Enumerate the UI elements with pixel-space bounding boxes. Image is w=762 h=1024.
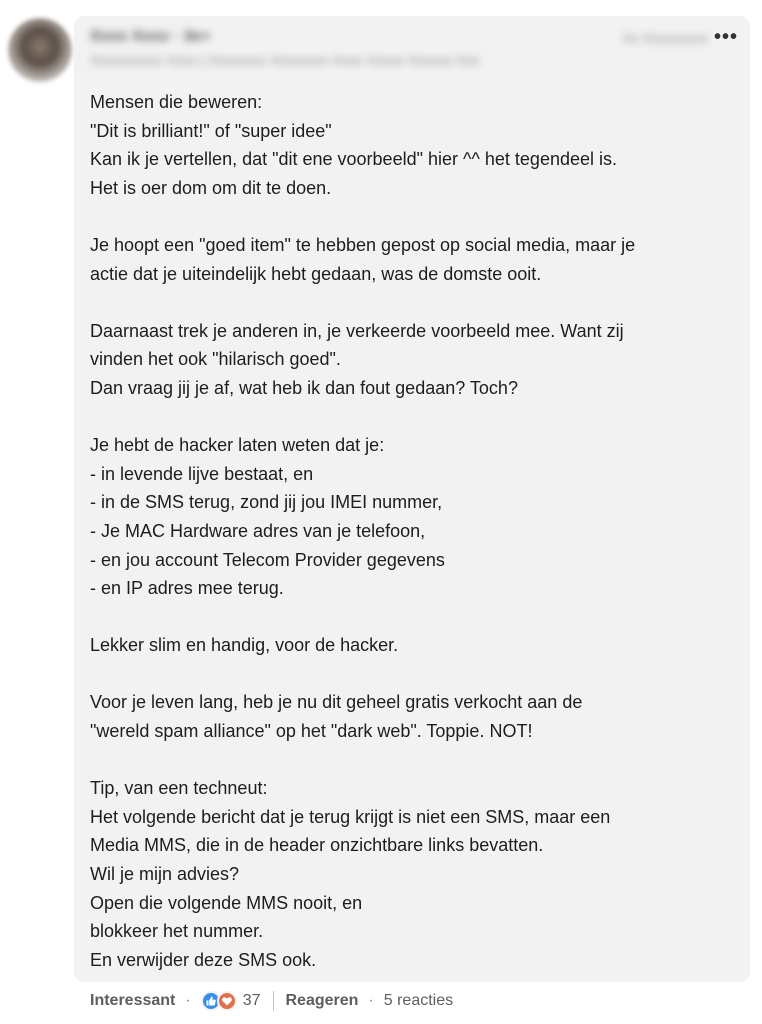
reply-button[interactable]: Reageren: [285, 992, 359, 1009]
comment-text-line: Daarnaast trek je anderen in, je verkeerde voorbeeld mee. Want zij: [90, 320, 624, 341]
comment-text-line: [90, 202, 738, 231]
comment-text-line: Voor je leven lang, heb je nu dit geheel gratis verkocht aan de: [90, 692, 583, 713]
comment-footer: [90, 988, 453, 1014]
comment-header: [90, 28, 479, 68]
comment-text-line: vinden het ook "hilarisch goed".: [90, 349, 341, 370]
more-options-icon[interactable]: •••: [713, 26, 738, 48]
comment-text-line: Lekker slim en handig, voor de hacker.: [90, 635, 399, 656]
footer-divider: [273, 991, 274, 1011]
comment-text-line: [90, 603, 738, 632]
comment-text-line: [90, 288, 738, 317]
comment-text-line: En verwijder deze SMS ook.: [90, 949, 317, 970]
comment-text-line: Open die volgende MMS nooit, en: [90, 892, 363, 913]
comment-text-line: - Je MAC Hardware adres van je telefoon,: [90, 520, 426, 541]
comment-bubble: [74, 16, 750, 982]
comment-text-line: - en jou account Telecom Provider gegevens: [90, 549, 445, 570]
comment-text-line: Dan vraag jij je af, wat heb ik dan fout gedaan? Toch?: [90, 377, 518, 398]
author-name[interactable]: Xxxx Xxxx · 3e+: [90, 28, 211, 45]
replies-count[interactable]: 5 reacties: [383, 992, 454, 1009]
heart-icon: [217, 991, 237, 1011]
separator-dot: ·: [185, 992, 191, 1009]
comment-text-line: [90, 746, 738, 775]
comment-text-line: [90, 403, 738, 432]
comment-body: [90, 88, 738, 974]
author-subtitle: Xxxxxxxxxx Xxxx | Xxxxxxxx Xxxxxxxx Xxxx Xxxxx Xxxxxx Xxx: [90, 52, 480, 68]
comment-text-line: Mensen die beweren:: [90, 92, 263, 112]
comment-text-line: "wereld spam alliance" op het "dark web". Toppie. NOT!: [90, 721, 533, 742]
comment-text-line: - in levende lijve bestaat, en: [90, 463, 314, 484]
comment-timestamp: Xx Xxxxxxxxx: [622, 30, 708, 46]
separator-dot: ·: [368, 992, 374, 1009]
comment-text-line: "Dit is brilliant!" of "super idee": [90, 120, 332, 141]
avatar[interactable]: [8, 18, 72, 82]
comment-text-line: Tip, van een techneut:: [90, 778, 268, 799]
comment-text-line: actie dat je uiteindelijk hebt gedaan, was de domste ooit.: [90, 263, 542, 284]
comment-text-line: Kan ik je vertellen, dat "dit ene voorbeeld" hier ^^ het tegendeel is.: [90, 149, 617, 170]
comment-text-line: Media MMS, die in de header onzichtbare links bevatten.: [90, 835, 544, 856]
react-button[interactable]: Interessant: [90, 992, 176, 1009]
comment-text-line: Het volgende bericht dat je terug krijgt is niet een SMS, maar een: [90, 806, 611, 827]
comment-text-line: - in de SMS terug, zond jij jou IMEI nummer,: [90, 492, 443, 513]
comment-text-line: Je hebt de hacker laten weten dat je:: [90, 435, 385, 456]
comment-text-line: blokkeer het nummer.: [90, 921, 264, 942]
comment-text-line: Je hoopt een "goed item" te hebben gepost op social media, maar je: [90, 234, 636, 255]
reaction-icons[interactable]: [201, 991, 237, 1011]
comment-text-line: Wil je mijn advies?: [90, 864, 240, 885]
reaction-count[interactable]: 37: [242, 992, 261, 1009]
comment-text-line: Het is oer dom om dit te doen.: [90, 177, 332, 198]
comment-text-line: [90, 660, 738, 689]
comment-text-line: - en IP adres mee terug.: [90, 578, 284, 599]
